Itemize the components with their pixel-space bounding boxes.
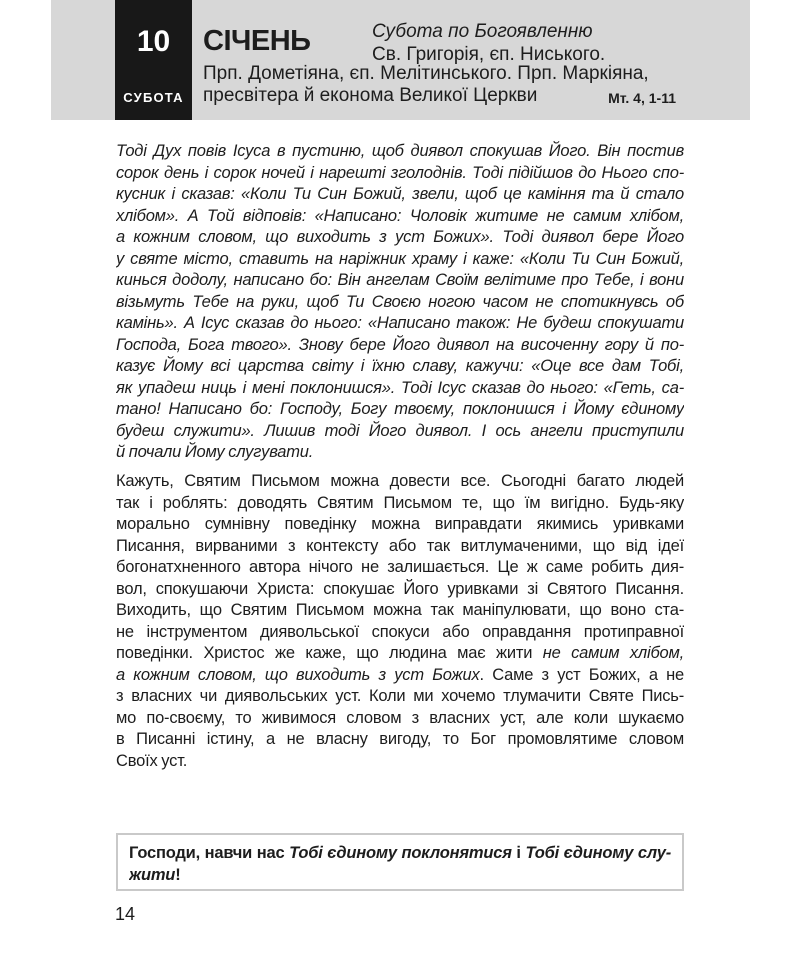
day-number: 10 xyxy=(136,25,171,58)
day-box xyxy=(115,0,192,120)
text-line: Виходить, що Святим Письмом можна так маніпулювати, що воно ста- xyxy=(116,601,684,619)
text-line: у святе місто, ставить на наріжник храму і каже: «Коли Ти Син Божий, xyxy=(116,249,684,268)
text-line: сорок день і сорок ночей і нарешті зголоднів. Тоді підійшов до Нього спо- xyxy=(116,163,684,182)
text-segment: поведінки. Христос же каже, що людина має жити xyxy=(116,644,543,662)
text-line: Господа, Бога твого». Знову бере Його диявол на височенну гору й по- xyxy=(116,335,684,354)
text-line: морально сумнівну поведінку можна виправдати якимись уривками xyxy=(116,515,684,533)
feast-block xyxy=(372,21,605,66)
text-line xyxy=(129,842,671,864)
italic-text-segment: жити xyxy=(129,866,176,884)
header-band xyxy=(51,0,750,120)
text-line: Писання, вирваними з контексту або так витлумаченими, що від ідеї xyxy=(116,536,684,555)
text-segment: і xyxy=(511,844,526,862)
text-line: кусник і сказав: «Коли Ти Син Божий, звели, щоб це каміння та й стало xyxy=(116,185,684,203)
text-line: в Писанні істину, а не власну вигоду, то Бог промовлятиме словом xyxy=(116,730,684,748)
text-line: з власних чи диявольських уст. Коли ми хочемо тлумачити Святе Пись- xyxy=(116,687,684,705)
text-line: Тоді Дух повів Ісуса в пустиню, щоб диявол спокушав Його. Він постив xyxy=(116,142,684,160)
month-title: СІЧЕНЬ xyxy=(203,25,311,57)
text-line: й почали Йому слугувати. xyxy=(116,443,314,461)
text-line: Своїх уст. xyxy=(116,751,188,770)
text-segment: . Саме з уст Божих, а не xyxy=(479,665,684,684)
text-line xyxy=(116,665,684,687)
commentary-paragraph xyxy=(116,471,684,772)
text-line xyxy=(129,864,671,886)
feast-line-3: Прп. Дометіяна, єп. Мелітинського. Прп. Маркіяна, xyxy=(203,63,649,84)
italic-text-segment: Тобі єдиному слу- xyxy=(525,844,671,862)
feast-line-1: Субота по Богоявленню xyxy=(372,21,593,42)
feast-line-4: пресвітера й економа Великої Церкви xyxy=(203,85,538,106)
text-line: казує Йому всі царства світу і їхню славу, кажучи: «Оце все дам Тобі, xyxy=(116,357,684,375)
text-line: мо по-своєму, то живимося словом з власних уст, але коли шукаємо xyxy=(116,708,684,727)
text-line: кинься додолу, написано бо: Він ангелам Своїм велітиме про Тебе, і вони xyxy=(116,271,684,289)
text-line: вол, спокушаючи Христа: спокушає Його уривками зі Святого Писання. xyxy=(116,579,684,598)
italic-text-segment: Тобі єдиному поклонятися xyxy=(289,844,512,862)
text-line: так і роблять: доводять Святим Письмом те, що їм вигідно. Будь-яку xyxy=(116,493,684,512)
text-line: Кажуть, Святим Письмом можна довести все. Сьогодні багато людей xyxy=(116,472,684,490)
feast-line-2: Св. Григорія, єп. Ниського. xyxy=(372,43,606,65)
text-line: а кожним словом, що виходить з уст Божих». Тоді диявол бере Його xyxy=(116,228,684,246)
reading-reference: Мт. 4, 1-11 xyxy=(608,90,676,106)
text-line: богонатхненного автора нічого не залишається. Це ж саме робить дия- xyxy=(116,558,684,576)
text-line: камінь». А Ісус сказав до нього: «Написано також: Не будеш спокушати xyxy=(116,314,684,332)
italic-text-segment: а кожним словом, що виходить з уст Божих xyxy=(116,665,480,684)
text-line: тано! Написано бо: Господу, Богу твоєму, поклонишся і Йому єдиному xyxy=(116,400,684,418)
text-line: хлібом». А Той відповів: «Написано: Чоловік житиме не самим хлібом, xyxy=(116,206,684,225)
prayer-box xyxy=(116,833,684,891)
text-line: візьмуть Тебе на руки, щоб Ти Своєю ногою часом не спотикнувсь об xyxy=(116,292,684,311)
text-segment: ! xyxy=(175,866,181,884)
italic-text-segment: не самим хлібом, xyxy=(542,644,684,662)
text-line: як упадеш ниць і мені поклонишся». Тоді Ісус сказав до нього: «Геть, са- xyxy=(116,378,684,397)
page-number: 14 xyxy=(115,904,136,924)
gospel-paragraph xyxy=(116,141,684,464)
text-segment: Господи, навчи нас xyxy=(129,844,290,862)
text-line: не інструментом диявольської спокуси або оправдання протиправної xyxy=(116,622,684,641)
text-line: будеш служити». Лишив тоді Його диявол. І ось ангели приступили xyxy=(116,421,684,440)
weekday-label: СУБОТА xyxy=(123,90,184,105)
text-line xyxy=(116,643,684,665)
